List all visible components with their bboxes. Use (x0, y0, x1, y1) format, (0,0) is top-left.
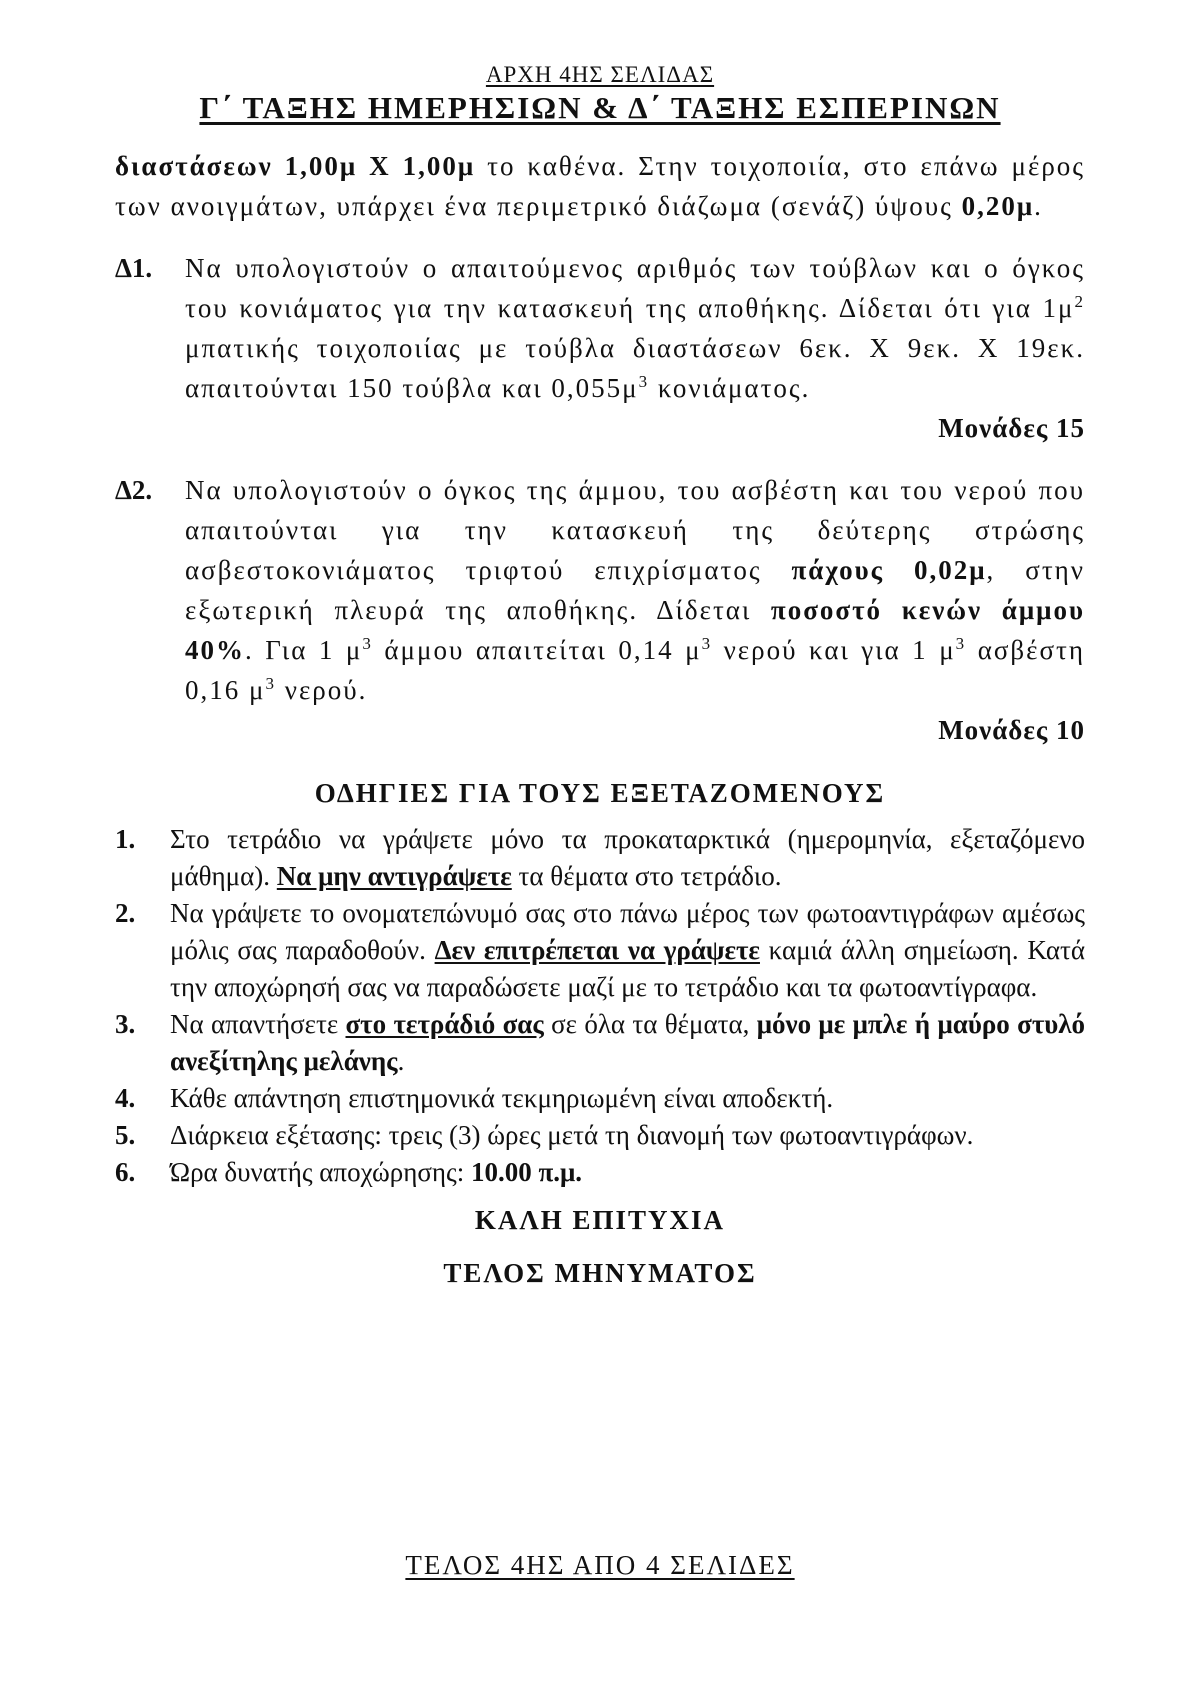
superscript: 3 (265, 674, 276, 693)
q-text-part: , στην εξωτερική πλευρά της αποθήκης. Δίδεται (185, 555, 1086, 625)
question-number: Δ1. (115, 253, 153, 283)
instr-text-part: τα θέματα στο τετράδιο. (511, 861, 782, 891)
instruction-text: Διάρκεια εξέτασης: τρεις (3) ώρες μετά τη διανομή των φωτοαντιγράφων. (170, 1120, 974, 1150)
q-text-part: Να υπολογιστούν ο απαιτούμενος αριθμός των τούβλων και ο όγκος του κονιάματος για την κατασκευή της αποθήκης. Δίδεται ότι για 1μ (185, 253, 1085, 323)
q-text-part: ασβέστη 0,16 μ (185, 635, 1085, 705)
instruction-text (170, 1006, 1085, 1080)
intro-bold-dimensions: διαστάσεων 1,00μ Χ 1,00μ (115, 151, 476, 181)
instr-text-part: καμιά άλλη σημείωση. Κατά την αποχώρησή σας να παραδώσετε μαζί με το τετράδιο και τα φωτοαντίγραφα. (170, 935, 1085, 1002)
instruction-number: 2. (115, 898, 136, 928)
superscript: 3 (955, 634, 967, 653)
good-luck: ΚΑΛΗ ΕΠΙΤΥΧΙΑ (474, 1205, 726, 1235)
intro-text: το καθένα. Στην τοιχοποιία, στο επάνω μέρος των ανοιγμάτων, υπάρχει ένα περιμετρικό διάζωμα (σενάζ) ύψους (115, 151, 1086, 221)
superscript: 3 (701, 634, 713, 653)
instr-bold: μόνο με μπλε ή μαύρο στυλό ανεξίτηλης μελάνης (170, 1009, 1086, 1076)
q-text-part: μπατικής τοιχοποιίας με τούβλα διαστάσεων 6εκ. Χ 9εκ. Χ 19εκ. απαιτούνται 150 τούβλα και 0,055μ (185, 333, 1085, 403)
instruction-1 (115, 821, 1085, 895)
instr-underlined: στο τετράδιό σας (345, 1009, 544, 1039)
instruction-5 (115, 1117, 1085, 1154)
instructions-title: ΟΔΗΓΙΕΣ ΓΙΑ ΤΟΥΣ ΕΞΕΤΑΖΟΜΕΝΟΥΣ (314, 778, 886, 808)
instruction-3 (115, 1006, 1085, 1080)
instr-text-part: . (397, 1046, 405, 1076)
question-d2 (115, 470, 1085, 710)
page-end-footer: ΤΕΛΟΣ 4ΗΣ ΑΠΟ 4 ΣΕΛΙΔΕΣ (405, 1550, 795, 1580)
superscript: 3 (362, 634, 373, 653)
marks-d1: Μονάδες 15 (938, 413, 1085, 443)
superscript: 2 (1074, 292, 1085, 311)
question-d1 (115, 248, 1085, 408)
end-of-message: ΤΕΛΟΣ ΜΗΝΥΜΑΤΟΣ (443, 1258, 757, 1288)
q-bold-part: ποσοστό κενών άμμου 40% (185, 595, 1085, 665)
instruction-number: 6. (115, 1157, 136, 1187)
instruction-number: 5. (115, 1120, 136, 1150)
instr-text-part: Ώρα δυνατής αποχώρησης: (170, 1157, 471, 1187)
instr-underlined: Να μην αντιγράψετε (276, 861, 512, 891)
intro-text-end: . (1034, 191, 1043, 221)
instr-text-part: Να απαντήσετε (170, 1009, 346, 1039)
intro-bold-height: 0,20μ (961, 191, 1035, 221)
q-text-part: Να υπολογιστούν ο όγκος της άμμου, του ασβέστη και του νερού που απαιτούνται για την κατασκευή της δεύτερης στρώσης ασβεστοκονιάματος τριφτού επιχρίσματος (185, 475, 1085, 585)
question-number: Δ2. (115, 475, 153, 505)
instr-underlined: Δεν επιτρέπεται να γράψετε (434, 935, 760, 965)
exam-page (115, 62, 1086, 1580)
superscript: 3 (638, 372, 650, 391)
instruction-text (170, 895, 1085, 1006)
instruction-6 (115, 1154, 1085, 1191)
q-bold-part: πάχους 0,02μ (791, 555, 987, 585)
instruction-number: 3. (115, 1009, 136, 1039)
question-text (185, 248, 1085, 408)
class-header: Γ΄ ΤΑΞΗΣ ΗΜΕΡΗΣΙΩΝ & Δ΄ ΤΑΞΗΣ ΕΣΠΕΡΙΝΩΝ (199, 90, 1001, 125)
instr-text-part: σε όλα τα θέματα, (543, 1009, 757, 1039)
instruction-text (170, 1154, 1085, 1191)
page-start-header: ΑΡΧΗ 4ΗΣ ΣΕΛΙΔΑΣ (485, 62, 715, 87)
question-text (185, 470, 1085, 710)
instr-text-part: Να γράψετε το ονοματεπώνυμό σας στο πάνω μέρος των φωτοαντιγράφων αμέσως μόλις σας παραδοθούν. (170, 898, 1085, 965)
instruction-4 (115, 1080, 1085, 1117)
q-text-part: . Για 1 μ (245, 635, 363, 665)
instruction-text (170, 821, 1085, 895)
q-text-part: νερού. (275, 675, 368, 705)
instr-text-part: Στο τετράδιο να γράψετε μόνο τα προκαταρκτικά (ημερομηνία, εξεταζόμενο μάθημα). (170, 824, 1085, 891)
instruction-2 (115, 895, 1085, 1006)
instruction-number: 4. (115, 1083, 136, 1113)
intro-paragraph (115, 146, 1085, 226)
marks-d2: Μονάδες 10 (938, 715, 1085, 745)
q-text-part: άμμου απαιτείται 0,14 μ (372, 635, 702, 665)
instr-bold: 10.00 π.μ. (470, 1157, 583, 1187)
instruction-text: Κάθε απάντηση επιστημονικά τεκμηριωμένη είναι αποδεκτή. (170, 1083, 834, 1113)
instruction-number: 1. (115, 824, 136, 854)
q-text-part: κονιάματος. (649, 373, 811, 403)
q-text-part: νερού και για 1 μ (712, 635, 956, 665)
